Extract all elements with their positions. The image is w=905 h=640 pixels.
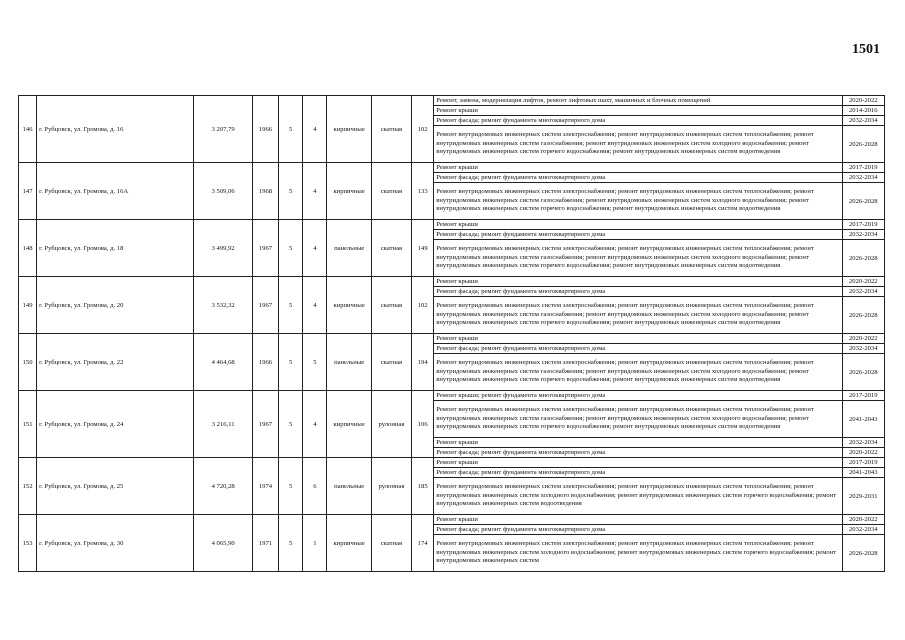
floors-count: 5 [279,96,303,163]
table-row [19,220,885,230]
entrances-count: 6 [303,458,327,515]
work-period: 2026-2028 [842,535,884,572]
building-address: г. Рубцовск, ул. Громова, д. 25 [37,458,194,515]
work-period: 2017-2019 [842,220,884,230]
wall-material: кирпичные [327,515,371,572]
wall-material: кирпичные [327,277,371,334]
work-type: Ремонт фасада; ремонт фундамента многоквартирного дома [434,525,842,535]
build-year: 1971 [252,515,278,572]
work-type: Ремонт внутридомовых инженерных систем электроснабжения; ремонт внутридомовых инженерных систем теплоснабжения; ремонт внутридомовых инженерных систем газоснабжения; ремонт внутридомовых инженерных систем холодного водоснабжения; ремонт внутридомовых инженерных систем горячего водоснабжения; ремонт внутридомовых инженерных систем водоотведения [434,354,842,391]
residents-count: 149 [412,220,434,277]
building-address: г. Рубцовск, ул. Громова, д. 22 [37,334,194,391]
work-type: Ремонт внутридомовых инженерных систем электроснабжения; ремонт внутридомовых инженерных систем теплоснабжения; ремонт внутридомовых инженерных систем газоснабжения; ремонт внутридомовых инженерных систем холодного водоснабжения; ремонт внутридомовых инженерных систем горячего водоснабжения; ремонт внутридомовых инженерных систем водоотведения [434,240,842,277]
residents-count: 194 [412,334,434,391]
work-type: Ремонт фасада; ремонт фундамента многоквартирного дома [434,344,842,354]
roof-type: скатная [371,163,411,220]
table-row [19,391,885,401]
work-type: Ремонт внутридомовых инженерных систем электроснабжения; ремонт внутридомовых инженерных систем теплоснабжения; ремонт внутридомовых инженерных систем газоснабжения; ремонт внутридомовых инженерных систем холодного водоснабжения; ремонт внутридомовых инженерных систем горячего водоснабжения; ремонт внутридомовых инженерных систем водоотведения [434,126,842,163]
row-number: 153 [19,515,37,572]
roof-type: рулонная [371,458,411,515]
roof-type: скатная [371,515,411,572]
row-number: 147 [19,163,37,220]
floors-count: 5 [279,220,303,277]
building-area: 3 216,11 [194,391,252,458]
table-row [19,334,885,344]
floors-count: 5 [279,391,303,458]
page-number: 1501 [852,42,880,57]
build-year: 1966 [252,334,278,391]
work-period: 2026-2028 [842,297,884,334]
entrances-count: 4 [303,220,327,277]
roof-type: скатная [371,277,411,334]
work-period: 2020-2022 [842,448,884,458]
work-period: 2032-2034 [842,438,884,448]
building-repair-table [18,95,885,572]
residents-count: 102 [412,96,434,163]
building-area: 3 532,32 [194,277,252,334]
work-period: 2026-2028 [842,240,884,277]
work-period: 2020-2022 [842,96,884,106]
work-period: 2041-2043 [842,401,884,438]
work-period: 2017-2019 [842,391,884,401]
floors-count: 5 [279,277,303,334]
building-address: г. Рубцовск, ул. Громова, д. 16А [37,163,194,220]
row-number: 150 [19,334,37,391]
entrances-count: 4 [303,96,327,163]
work-type: Ремонт крыши; ремонт фундамента многоквартирного дома [434,391,842,401]
table-row [19,163,885,173]
work-period: 2032-2034 [842,287,884,297]
floors-count: 5 [279,515,303,572]
table-row [19,96,885,106]
build-year: 1968 [252,163,278,220]
floors-count: 5 [279,334,303,391]
work-period: 2032-2034 [842,525,884,535]
building-area: 3 509,06 [194,163,252,220]
table-row [19,277,885,287]
roof-type: скатная [371,334,411,391]
building-address: г. Рубцовск, ул. Громова, д. 18 [37,220,194,277]
work-period: 2026-2028 [842,126,884,163]
work-type: Ремонт фасада; ремонт фундамента многоквартирного дома [434,287,842,297]
work-type: Ремонт внутридомовых инженерных систем электроснабжения; ремонт внутридомовых инженерных систем теплоснабжения; ремонт внутридомовых инженерных систем газоснабжения; ремонт внутридомовых инженерных систем холодного водоснабжения; ремонт внутридомовых инженерных систем горячего водоснабжения; ремонт внутридомовых инженерных систем водоотведения [434,297,842,334]
work-period: 2020-2022 [842,277,884,287]
build-year: 1974 [252,458,278,515]
build-year: 1966 [252,96,278,163]
work-type: Ремонт крыши [434,458,842,468]
work-period: 2017-2019 [842,163,884,173]
work-period: 2026-2028 [842,183,884,220]
building-address: г. Рубцовск, ул. Громова, д. 30 [37,515,194,572]
roof-type: скатная [371,220,411,277]
building-address: г. Рубцовск, ул. Громова, д. 24 [37,391,194,458]
residents-count: 174 [412,515,434,572]
residents-count: 102 [412,277,434,334]
roof-type: рулонная [371,391,411,458]
work-period: 2020-2022 [842,515,884,525]
table-row [19,515,885,525]
work-period: 2032-2034 [842,116,884,126]
work-period: 2020-2022 [842,334,884,344]
row-number: 152 [19,458,37,515]
work-type: Ремонт крыши [434,277,842,287]
wall-material: панельные [327,334,371,391]
work-type: Ремонт крыши [434,220,842,230]
entrances-count: 1 [303,515,327,572]
work-type: Ремонт внутридомовых инженерных систем электроснабжения; ремонт внутридомовых инженерных систем теплоснабжения; ремонт внутридомовых инженерных систем газоснабжения; ремонт внутридомовых инженерных систем холодного водоснабжения; ремонт внутридомовых инженерных систем горячего водоснабжения; ремонт внутридомовых инженерных систем водоотведения [434,401,842,438]
work-period: 2032-2034 [842,344,884,354]
work-type: Ремонт крыши [434,515,842,525]
roof-type: скатная [371,96,411,163]
building-address: г. Рубцовск, ул. Громова, д. 20 [37,277,194,334]
work-period: 2032-2034 [842,173,884,183]
work-period: 2026-2028 [842,354,884,391]
wall-material: кирпичные [327,391,371,458]
residents-count: 185 [412,458,434,515]
work-type: Ремонт крыши [434,106,842,116]
work-type: Ремонт фасада; ремонт фундамента многоквартирного дома [434,116,842,126]
row-number: 151 [19,391,37,458]
entrances-count: 4 [303,391,327,458]
row-number: 148 [19,220,37,277]
work-type: Ремонт, замена, модернизация лифтов, ремонт лифтовых шахт, машинных и блочных помещений [434,96,842,106]
row-number: 149 [19,277,37,334]
row-number: 146 [19,96,37,163]
wall-material: панельные [327,458,371,515]
work-period: 2032-2034 [842,230,884,240]
work-type: Ремонт внутридомовых инженерных систем электроснабжения; ремонт внутридомовых инженерных систем теплоснабжения; ремонт внутридомовых инженерных систем холодного водоснабжения; ремонт внутридомовых инженерных систем горячего водоснабжения; ремонт внутридомовых инженерных систем [434,535,842,572]
work-period: 2014-2016 [842,106,884,116]
work-period: 2017-2019 [842,458,884,468]
work-type: Ремонт фасада; ремонт фундамента многоквартирного дома [434,448,842,458]
work-period: 2029-2031 [842,478,884,515]
table-row [19,458,885,468]
work-type: Ремонт фасада; ремонт фундамента многоквартирного дома [434,173,842,183]
wall-material: кирпичные [327,163,371,220]
build-year: 1967 [252,391,278,458]
floors-count: 5 [279,458,303,515]
build-year: 1967 [252,277,278,334]
work-type: Ремонт внутридомовых инженерных систем электроснабжения; ремонт внутридомовых инженерных систем теплоснабжения; ремонт внутридомовых инженерных систем газоснабжения; ремонт внутридомовых инженерных систем холодного водоснабжения; ремонт внутридомовых инженерных систем горячего водоснабжения; ремонт внутридомовых инженерных систем водоотведения [434,183,842,220]
wall-material: кирпичные [327,96,371,163]
residents-count: 106 [412,391,434,458]
work-period: 2041-2043 [842,468,884,478]
work-type: Ремонт крыши [434,334,842,344]
building-address: г. Рубцовск, ул. Громова, д. 16 [37,96,194,163]
entrances-count: 4 [303,163,327,220]
building-area: 4 065,90 [194,515,252,572]
entrances-count: 5 [303,334,327,391]
building-area: 4 464,68 [194,334,252,391]
wall-material: панельные [327,220,371,277]
entrances-count: 4 [303,277,327,334]
building-area: 3 499,92 [194,220,252,277]
work-type: Ремонт крыши [434,163,842,173]
work-type: Ремонт крыши [434,438,842,448]
work-type: Ремонт фасада; ремонт фундамента многоквартирного дома [434,230,842,240]
work-type: Ремонт фасада; ремонт фундамента многоквартирного дома [434,468,842,478]
build-year: 1967 [252,220,278,277]
floors-count: 5 [279,163,303,220]
work-type: Ремонт внутридомовых инженерных систем электроснабжения; ремонт внутридомовых инженерных систем теплоснабжения; ремонт внутридомовых инженерных систем холодного водоснабжения; ремонт внутридомовых инженерных систем горячего водоснабжения; ремонт внутридомовых инженерных систем водоотведения [434,478,842,515]
building-area: 4 720,28 [194,458,252,515]
building-area: 3 207,79 [194,96,252,163]
residents-count: 133 [412,163,434,220]
